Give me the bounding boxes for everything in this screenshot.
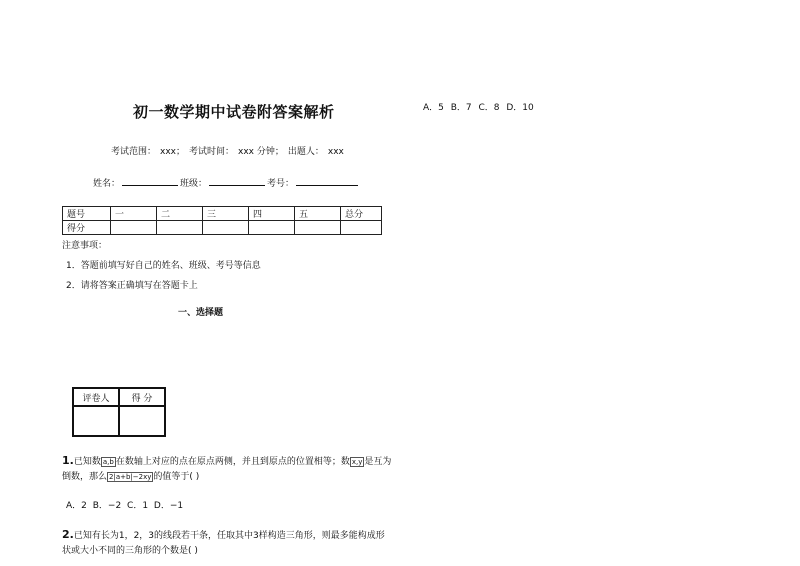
score-header-cell: 一 (111, 207, 157, 221)
question-text: 是互为倒数，那么 (62, 457, 392, 482)
exam-info-line (111, 144, 348, 157)
question-text: 已知数 (73, 457, 101, 467)
score-cell (157, 221, 203, 235)
grader-label: 评卷人 (73, 388, 119, 406)
score-header-cell: 二 (157, 207, 203, 221)
score-table (62, 206, 382, 235)
note-item: 2．请将答案正确填写在答题卡上 (66, 281, 198, 291)
score-table-row (63, 221, 382, 235)
grader-header-row (73, 388, 165, 406)
question-2 (62, 527, 392, 559)
class-label: 班级： (180, 179, 208, 189)
page-title: 初一数学期中试卷附答案解析 (133, 103, 335, 121)
score-cell (249, 221, 295, 235)
score-header-cell: 三 (203, 207, 249, 221)
time-label: 考试时间： (189, 147, 235, 157)
math-expression: a,b (102, 457, 114, 466)
grader-cell (73, 406, 119, 436)
name-blank[interactable] (122, 176, 178, 186)
question-1-options: A．2 B．−2 C．1 D．−1 (66, 501, 184, 511)
math-expression: x,y (351, 457, 363, 466)
score-header-cell: 总分 (341, 207, 382, 221)
number-blank[interactable] (296, 176, 358, 186)
question-text: 在数轴上对应的点在原点两侧，并且到原点的位置相等；数 (115, 457, 350, 467)
question-number: 2. (62, 528, 74, 541)
score-cell (295, 221, 341, 235)
grader-score-cell (119, 406, 165, 436)
student-fill-line (93, 176, 360, 189)
name-label: 姓名： (93, 179, 121, 189)
range-value: xxx； (160, 147, 185, 157)
score-table-header-row (63, 207, 382, 221)
right-column-options: A．5 B．7 C．8 D．10 (423, 103, 534, 113)
grader-table (72, 387, 166, 437)
score-cell (341, 221, 382, 235)
question-text: 的值等于( ) (153, 472, 200, 482)
author-value: xxx (327, 147, 344, 157)
note-item: 1．答题前填写好自己的姓名、班级、考号等信息 (66, 261, 261, 271)
grader-score-label: 得 分 (119, 388, 165, 406)
number-label: 考号： (267, 179, 295, 189)
section-title: 一、选择题 (178, 308, 224, 318)
score-header-cell: 题号 (63, 207, 111, 221)
grader-row (73, 406, 165, 436)
score-header-cell: 四 (249, 207, 295, 221)
question-text: 已知有长为1，2，3的线段若干条，任取其中3样构造三角形，则最多能构成形状或大小不同的三角形的个数是( ) (62, 531, 385, 556)
question-1 (62, 453, 392, 485)
author-label: 出题人： (287, 147, 324, 157)
notes-title: 注意事项： (62, 241, 108, 251)
time-value: xxx 分钟； (238, 147, 284, 157)
score-row-label: 得分 (63, 221, 111, 235)
score-header-cell: 五 (295, 207, 341, 221)
class-blank[interactable] (209, 176, 265, 186)
question-number: 1. (62, 454, 74, 467)
range-label: 考试范围： (111, 147, 157, 157)
math-expression: 2|a+b|−2xy (109, 472, 152, 481)
score-cell (111, 221, 157, 235)
score-cell (203, 221, 249, 235)
